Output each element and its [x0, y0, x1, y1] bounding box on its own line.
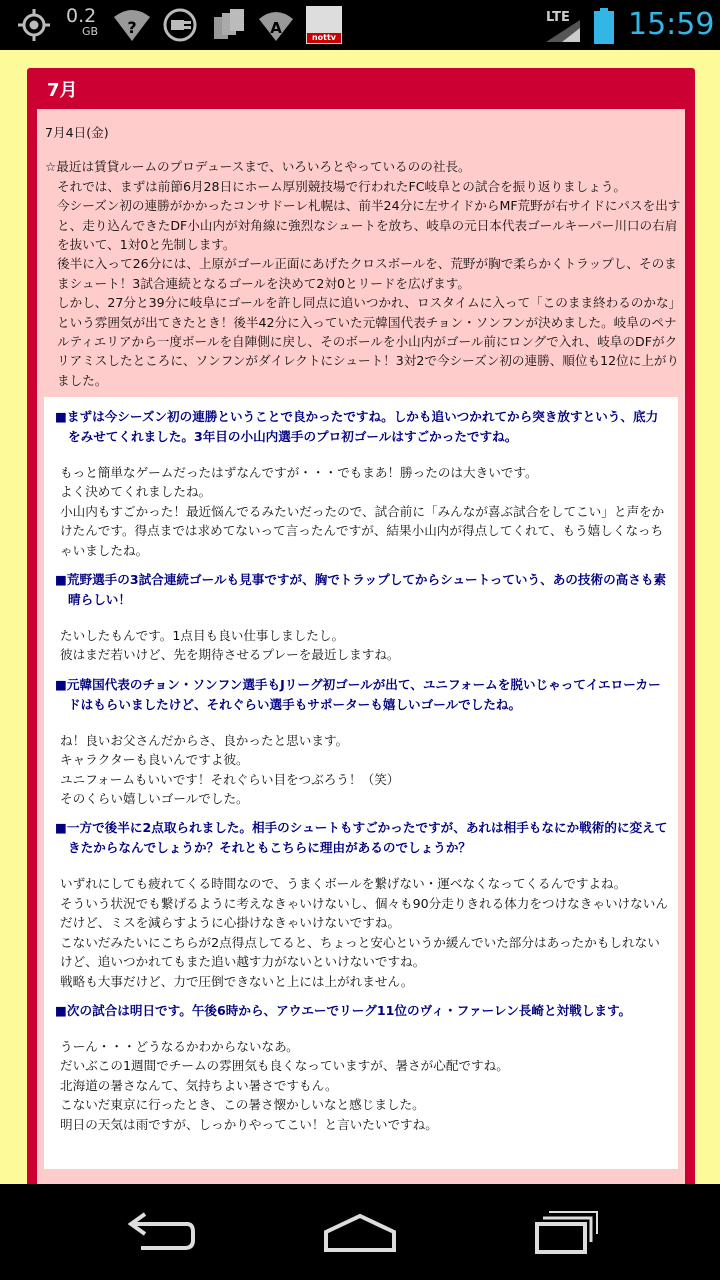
back-icon[interactable]	[123, 1208, 199, 1256]
a-signal-icon	[258, 7, 294, 43]
interview-box	[44, 397, 678, 1169]
month-panel	[27, 68, 695, 1188]
article-body	[37, 109, 685, 1188]
gps-icon	[16, 7, 52, 43]
wifi-icon	[112, 7, 152, 43]
interview-question: ■次の試合は明日です。午後6時から、アウエーでリーグ11位のヴィ・ファーレン長崎と対戦します。	[55, 1002, 632, 1018]
sd-cards-icon	[212, 7, 246, 43]
answer-line: だいぶこの1週間でチームの雰囲気も良くなっていますが、暑さが心配ですね。	[60, 1058, 509, 1074]
interview-question: ■荒野選手の3試合連続ゴールも見事ですが、胸でトラップしてからシュートっていう、あの技術の高さも素晴らしい！	[55, 572, 667, 608]
answer-line: うーん・・・どうなるかわからないなあ。	[60, 1038, 299, 1054]
interview-answer	[60, 1037, 669, 1134]
answer-line: よく決めてくれましたね。	[60, 484, 212, 500]
status-bar	[0, 0, 720, 50]
clock: 15:59	[628, 7, 715, 42]
answer-line: いずれにしても疲れてくる時間なので、うまくボールを繋げない・運べなくなってくるんですよね。	[60, 876, 627, 892]
interview-answer	[60, 874, 669, 990]
intro-text	[45, 123, 681, 390]
lte-signal-icon	[546, 6, 582, 42]
intro-paragraph: それでは、まずは前節6月28日にホーム厚別競技場で行われたFC岐阜との試合を振り返りましょう。	[57, 178, 627, 194]
intro-paragraph: ☆最近は賃貸ルームのプロデュースまで、いろいろとやっているのの社長。	[45, 159, 471, 175]
answer-line: たいしたもんです。1点目も良い仕事しましたし。	[60, 628, 345, 644]
navigation-bar	[0, 1184, 720, 1280]
answer-line: ユニフォームもいいです！それぐらい目をつぶろう！（笑）	[60, 771, 400, 787]
svg-text:?: ?	[127, 18, 137, 37]
data-usage-icon	[66, 6, 106, 42]
answer-line: 戦略も大事だけど、力で圧倒できないと上には上がれません。	[60, 973, 414, 989]
answer-line: そのくらい嬉しいゴールでした。	[60, 791, 249, 807]
data-unit: GB	[82, 25, 99, 38]
answer-line: 明日の天気は雨ですが、しっかりやってこい！と言いたいですね。	[60, 1116, 438, 1132]
article-date: 7月4日(金)	[45, 125, 109, 140]
interview-question: ■元韓国代表のチョン・ソンフン選手もJリーグ初ゴールが出て、ユニフォームを脱いじゃってイエローカードはもらいましたけど、それぐらい選手もサポーターも嬉しいゴールでしたね。	[55, 676, 661, 712]
recent-apps-icon[interactable]	[523, 1208, 599, 1256]
interview-question: ■一方で後半に2点取られました。相手のシュートもすごかったですが、あれは相手もなにか戦術的に変えてきたからなんでしょうか？それともこちらに理由があるのでしょうか？	[55, 820, 668, 856]
intro-paragraph: 今シーズン初の連勝がかかったコンサドーレ札幌は、前半24分に左サイドからMF荒野が右サイドにパスを出すと、走り込んできたDF小山内が対角線に強烈なシュートを放ち、岐阜の元日本代表ゴールキーパー川口の右肩を抜いて、1対0と先制します。	[57, 198, 681, 253]
nottv-app-icon	[306, 6, 342, 44]
data-amount: 0.2	[66, 5, 97, 27]
usb-icon	[162, 7, 198, 43]
answer-line: もっと簡単なゲームだったはずなんですが・・・でもまあ！勝ったのは大きいです。	[60, 465, 538, 480]
answer-line: キャラクターも良いんですよ彼。	[60, 752, 249, 768]
answer-line: 彼はまだ若いけど、先を期待させるプレーを最近しますね。	[60, 647, 400, 663]
answer-line: そういう状況でも繋げるように考えなきゃいけないし、個々も90分走りきれる体力をつけなきゃいけないんだけど、ミスを減らすように心掛けなきゃいけないですね。	[60, 895, 668, 931]
interview-answer	[60, 731, 669, 809]
month-title: 7月	[47, 80, 78, 101]
interview-question: ■まずは今シーズン初の連勝ということで良かったですね。しかも追いつかれてから突き放すという、底力をみせてくれました。3年目の小山内選手のプロ初ゴールはすごかったですね。	[55, 409, 659, 444]
answer-line: ね！良いお父さんだからさ、良かったと思います。	[60, 732, 349, 748]
intro-paragraph: 後半に入って26分には、上原がゴール正面にあげたクロスボールを、荒野が胸で柔らかくトラップし、そのままシュート！3試合連続となるゴールを決めて2対0とリードを広げます。	[57, 256, 677, 291]
battery-icon	[594, 8, 614, 44]
interview-answer	[60, 463, 669, 560]
answer-line: 小山内もすごかった！最近悩んでるみたいだったので、試合前に「みんなが喜ぶ試合をしてこい」と声をかけたんです。得点までは求めてないって言ったんですが、結果小山内が得点してくれて、もう嬉しくなっちゃいましたね。	[60, 503, 665, 558]
interview-answer	[60, 626, 669, 665]
intro-paragraph: しかし、27分と39分に岐阜にゴールを許し同点に追いつかれ、ロスタイムに入って「このまま終わるのかな」という雰囲気が出てきたとき！後半42分に入っていた元韓国代表チョン・ソンフンが決めました。岐阜のペナルティエリアから一度ボールを自陣側に戻し、そのボールを小山内がゴール前にロングで入れ、岐阜のDFがクリアミスしたところに、ソンフンがダイレクトにシュート！3対2で今シーズン初の連勝、順位も12位に上がりました。	[57, 295, 680, 388]
network-type: LTE	[546, 10, 570, 25]
answer-line: こないだみたいにこちらが2点得点してると、ちょっと安心というか緩んでいた部分はあったかもしれないけど、追いつかれてもまた追い越す力がないといけないですね。	[60, 934, 660, 970]
answer-line: こないだ東京に行ったとき、この暑さ懐かしいなと感じました。	[60, 1097, 425, 1113]
home-icon[interactable]	[322, 1208, 398, 1256]
nottv-label: nottv	[307, 33, 341, 43]
answer-line: 北海道の暑さなんて、気持ちよい暑さですもん。	[60, 1077, 338, 1093]
svg-text:A: A	[270, 19, 282, 37]
